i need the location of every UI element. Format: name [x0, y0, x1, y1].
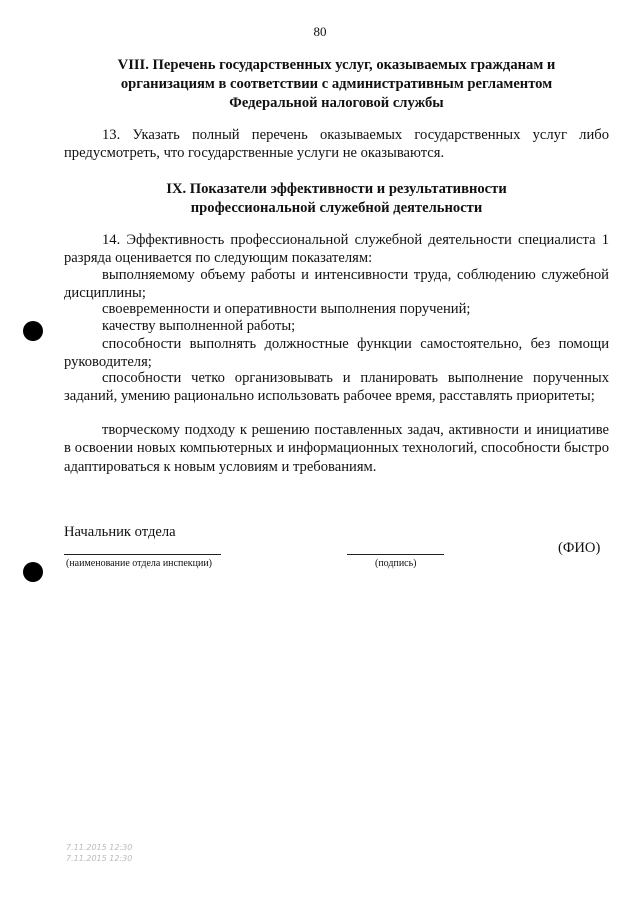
name-label: (ФИО): [558, 540, 601, 556]
indicator-item: качеству выполненной работы;: [102, 318, 296, 334]
department-line: [64, 554, 221, 555]
section-8-heading-line: организациям в соответствии с административным регламентом: [120, 76, 553, 92]
footer-stamp: [66, 842, 132, 864]
section-8-heading: [64, 56, 609, 113]
indicator-item: способности четко организовывать и планировать выполнение порученных заданий, умению рационально использовать рабочее время, расставлять приоритеты;: [64, 370, 609, 405]
section-9-heading-line: профессиональной служебной деятельности: [190, 200, 483, 216]
indicator-item: выполняемому объему работы и интенсивности труда, соблюдению служебной дисциплины;: [64, 267, 609, 302]
punch-hole: [23, 321, 43, 341]
signature-line: [347, 554, 444, 555]
punch-hole: [23, 562, 43, 582]
section-8-heading-line: VIII. Перечень государственных услуг, оказываемых гражданам и: [117, 57, 556, 73]
signature-caption: (подпись): [375, 558, 417, 569]
department-caption: (наименование отдела инспекции): [66, 558, 212, 569]
indicator-item: своевременности и оперативности выполнения поручений;: [102, 301, 471, 317]
signature-title: Начальник отдела: [64, 524, 176, 540]
footer-stamp-line: 7.11.2015 12:30: [66, 854, 133, 863]
section-8-heading-line: Федеральной налоговой службы: [229, 95, 444, 111]
footer-stamp-line: 7.11.2015 12:30: [66, 843, 133, 852]
paragraph-13: 13. Указать полный перечень оказываемых государственных услуг либо предусмотреть, что государственные услуги не оказываются.: [64, 127, 609, 162]
paragraph-14: 14. Эффективность профессиональной служебной деятельности специалиста 1 разряда оценивается по следующим показателям:: [64, 232, 609, 267]
page-number: 80: [313, 24, 327, 39]
indicator-item: способности выполнять должностные функции самостоятельно, без помощи руководителя;: [64, 336, 609, 371]
section-9-heading: [64, 180, 609, 218]
section-9-heading-line: IX. Показатели эффективности и результативности: [166, 181, 507, 197]
indicator-item: творческому подходу к решению поставленных задач, активности и инициативе в освоении новых компьютерных и информационных технологий, способности быстро адаптироваться к новым условиям и требованиям.: [64, 422, 609, 475]
